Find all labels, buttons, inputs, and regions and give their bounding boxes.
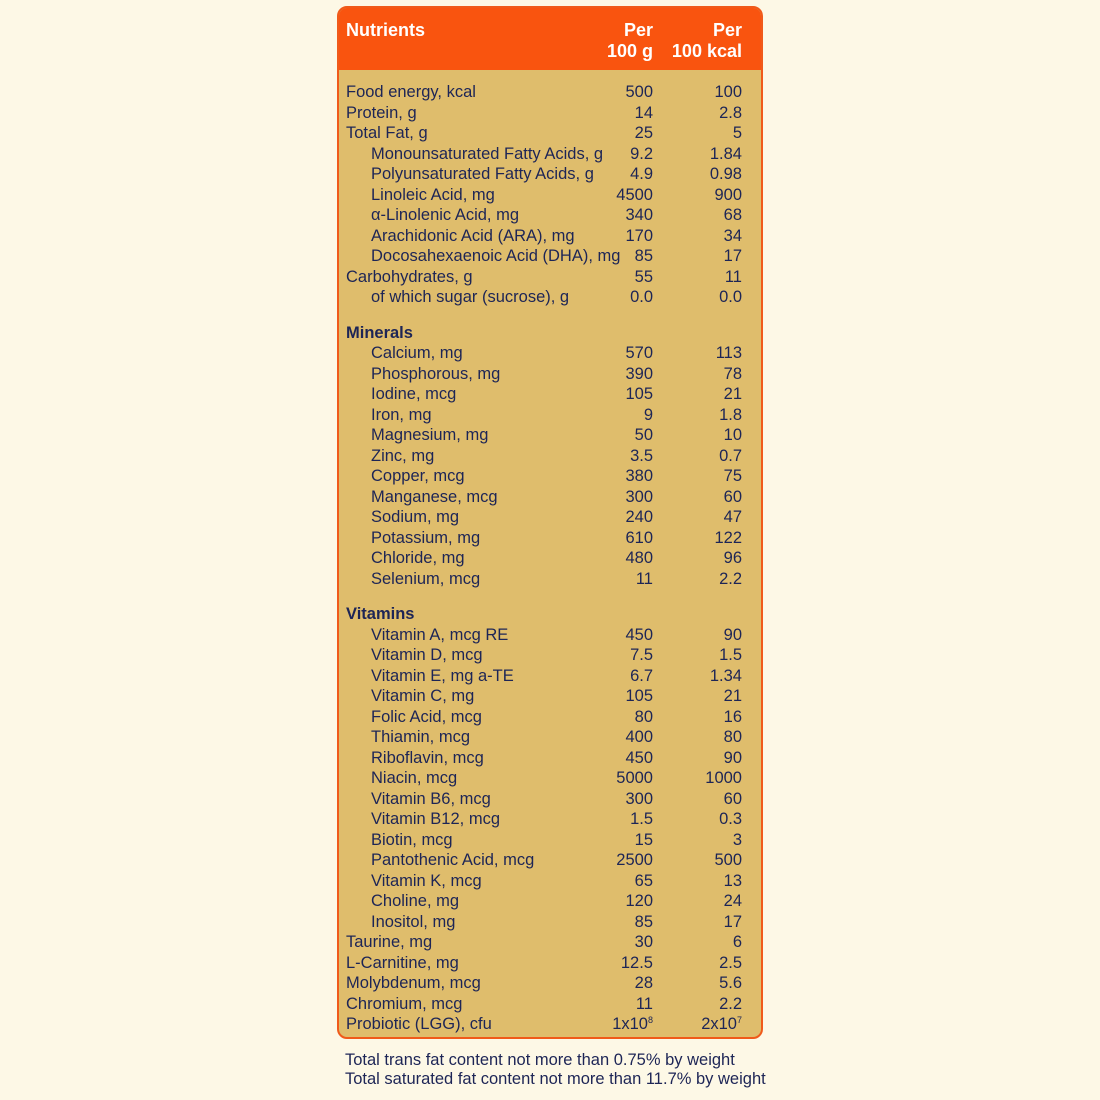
table-row: [339, 625, 761, 646]
table-row: [339, 830, 761, 851]
row-value-per-100g: 80: [634, 707, 653, 726]
row-label: Choline, mg: [371, 892, 460, 910]
row-label: Selenium, mcg: [371, 569, 481, 588]
row-label: Inositol, mg: [371, 912, 456, 931]
row-label: Vitamin D, mcg: [371, 646, 483, 664]
row-value-per-100kcal: 10: [723, 426, 742, 444]
row-value-per-100kcal: 60: [723, 789, 742, 808]
table-row: [339, 569, 761, 590]
row-value-per-100g: 105: [625, 385, 653, 403]
row-value-per-100g: 300: [625, 789, 653, 808]
row-value-per-100kcal: 1.8: [719, 405, 742, 424]
row-label: Probiotic (LGG), cfu: [346, 1015, 492, 1033]
row-label: Vitamin B6, mcg: [371, 789, 491, 808]
table-row: [339, 768, 761, 789]
table-row: [339, 466, 761, 487]
row-value-per-100kcal: 17: [723, 247, 742, 265]
row-label: α-Linolenic Acid, mg: [371, 206, 520, 224]
table-row: [339, 246, 761, 267]
row-value-per-100g: 450: [625, 625, 653, 644]
row-label: Chloride, mg: [371, 549, 465, 567]
row-value-per-100kcal: 60: [723, 487, 742, 506]
table-row: [339, 446, 761, 467]
row-value-per-100kcal: 500: [714, 851, 742, 869]
row-label: Magnesium, mg: [371, 426, 489, 444]
row-label: Vitamin C, mg: [371, 687, 475, 705]
row-value-per-100g: 610: [625, 528, 653, 547]
table-header: [339, 8, 761, 70]
row-value-per-100kcal: 21: [723, 385, 742, 403]
row-value-per-100g: 340: [625, 206, 653, 224]
row-label: Biotin, mcg: [371, 830, 453, 849]
row-label: Potassium, mg: [371, 528, 481, 547]
table-row: [339, 548, 761, 569]
row-value-per-100g: 11: [635, 994, 653, 1013]
table-body: [339, 82, 761, 1035]
table-row: [339, 425, 761, 446]
row-value-per-100g: 300: [625, 487, 653, 506]
row-value-per-100kcal: 1.34: [709, 666, 742, 685]
table-row: [339, 666, 761, 687]
header-nutrients: Nutrients: [346, 20, 426, 40]
row-label: Iodine, mcg: [371, 385, 457, 403]
row-label: Taurine, mg: [346, 933, 433, 951]
row-label: Thiamin, mcg: [371, 728, 471, 746]
table-row: [339, 953, 761, 974]
row-label: Monounsaturated Fatty Acids, g: [371, 144, 604, 163]
row-value-per-100kcal: 68: [723, 206, 742, 224]
row-value-per-100kcal: 34: [723, 226, 742, 245]
row-value-per-100kcal: 17: [723, 912, 742, 931]
table-row: [339, 287, 761, 308]
row-value-per-100g: 105: [625, 687, 653, 705]
row-label: Phosphorous, mg: [371, 364, 501, 383]
row-label: Vitamin B12, mcg: [371, 810, 501, 828]
table-row: [339, 487, 761, 508]
row-label: of which sugar (sucrose), g: [371, 288, 570, 306]
row-label: Folic Acid, mcg: [371, 707, 482, 726]
macronutrient-rows: [339, 82, 761, 308]
row-value-per-100g: 450: [625, 748, 653, 767]
row-value-per-100kcal: 6: [732, 933, 742, 951]
row-value-per-100kcal: 1.5: [719, 646, 742, 664]
row-value-per-100kcal: 2.5: [719, 953, 742, 972]
vitamin-rows: [339, 625, 761, 1015]
row-value-per-100kcal: 3: [732, 830, 742, 849]
row-value-per-100kcal: 0.98: [709, 165, 742, 183]
row-value-per-100g: 5000: [616, 769, 653, 787]
row-label: Calcium, mg: [371, 344, 463, 362]
footnote-saturated-fat: Total saturated fat content not more than 11.7% by weight: [345, 1070, 766, 1088]
table-row: [339, 384, 761, 405]
table-row: [339, 748, 761, 769]
table-row: [339, 871, 761, 892]
table-row: [339, 82, 761, 103]
row-label: Polyunsaturated Fatty Acids, g: [371, 165, 594, 183]
section-heading-minerals: Minerals: [346, 323, 413, 342]
row-value-per-100g: 170: [625, 226, 653, 245]
row-value-per-100g: 500: [625, 83, 653, 101]
row-value-per-100kcal: 96: [723, 549, 742, 567]
row-value-per-100g: 570: [625, 344, 653, 362]
row-value-per-100kcal: 24: [723, 892, 742, 910]
row-value-per-100g: 30: [634, 933, 653, 951]
row-value-per-100kcal: 100: [714, 83, 742, 101]
row-label: Molybdenum, mcg: [346, 974, 481, 992]
row-label: Iron, mg: [371, 405, 432, 424]
row-value-per-100g: 120: [625, 892, 653, 910]
table-row: [339, 164, 761, 185]
section-heading-vitamins: Vitamins: [346, 605, 415, 623]
row-value-per-100g: 4500: [616, 185, 653, 204]
row-value-per-100g: $1x10^8$: [612, 1015, 653, 1033]
footnotes: [345, 1051, 766, 1089]
table-row: [339, 686, 761, 707]
footnote-trans-fat: Total trans fat content not more than 0.75% by weight: [345, 1051, 735, 1069]
row-value-per-100g: 480: [625, 549, 653, 567]
table-row: [339, 727, 761, 748]
row-label: Copper, mcg: [371, 467, 465, 485]
row-value-per-100g: 14: [634, 103, 653, 122]
row-value-per-100kcal: 5.6: [719, 974, 742, 992]
row-value-per-100kcal: 75: [723, 467, 742, 485]
row-value-per-100kcal: 5: [732, 124, 742, 142]
row-label: Vitamin E, mg a-TE: [371, 666, 514, 685]
table-row: [339, 528, 761, 549]
row-value-per-100kcal: 900: [714, 185, 742, 204]
table-row: [339, 809, 761, 830]
table-row: [339, 850, 761, 871]
row-value-per-100kcal: 90: [723, 748, 742, 767]
row-value-per-100g: 240: [625, 508, 653, 526]
row-value-per-100kcal: 80: [723, 728, 742, 746]
row-value-per-100g: 9.2: [630, 144, 653, 163]
row-value-per-100kcal: $2x10^7$: [701, 1015, 742, 1033]
row-value-per-100kcal: 78: [723, 364, 742, 383]
table-row: [339, 707, 761, 728]
row-value-per-100g: 4.9: [630, 165, 653, 183]
row-value-per-100kcal: 13: [723, 871, 742, 890]
row-label: Docosahexaenoic Acid (DHA), mg: [371, 247, 621, 265]
row-value-per-100g: 2500: [616, 851, 653, 869]
row-value-per-100kcal: 21: [723, 687, 742, 705]
table-row: [339, 185, 761, 206]
row-value-per-100g: 380: [625, 467, 653, 485]
row-label: L-Carnitine, mg: [346, 953, 459, 972]
table-row: [339, 364, 761, 385]
row-value-per-100kcal: 0.3: [719, 810, 742, 828]
table-row: [339, 932, 761, 953]
row-value-per-100g: 65: [634, 871, 653, 890]
table-row: [339, 994, 761, 1015]
row-value-per-100kcal: 47: [723, 508, 742, 526]
row-value-per-100kcal: 1000: [705, 769, 742, 787]
row-label: Linoleic Acid, mg: [371, 185, 495, 204]
row-value-per-100g: 28: [634, 974, 653, 992]
row-label: Vitamin A, mcg RE: [371, 625, 509, 644]
table-row: [339, 645, 761, 666]
row-value-per-100kcal: 11: [724, 267, 742, 286]
row-label: Sodium, mg: [371, 508, 460, 526]
table-row: [339, 144, 761, 165]
row-value-per-100g: 7.5: [630, 646, 653, 664]
row-value-per-100g: 0.0: [630, 288, 653, 306]
row-value-per-100kcal: 122: [714, 528, 742, 547]
row-value-per-100g: 1.5: [630, 810, 653, 828]
row-value-per-100kcal: 2.2: [719, 994, 742, 1013]
table-row: [339, 123, 761, 144]
row-value-per-100g: 50: [634, 426, 653, 444]
row-value-per-100g: 390: [625, 364, 653, 383]
row-label: Riboflavin, mcg: [371, 748, 484, 767]
row-label: Manganese, mcg: [371, 487, 498, 506]
table-row-probiotic: [339, 1014, 761, 1035]
row-value-per-100g: 85: [634, 247, 653, 265]
row-value-per-100kcal: 113: [715, 344, 742, 362]
row-value-per-100g: 11: [635, 569, 653, 588]
table-row: [339, 507, 761, 528]
row-value-per-100kcal: 16: [723, 707, 742, 726]
header-per-100kcal: Per 100 kcal: [671, 20, 742, 61]
row-value-per-100g: 3.5: [630, 446, 653, 465]
row-label: Niacin, mcg: [371, 769, 458, 787]
row-label: Carbohydrates, g: [346, 267, 473, 286]
header-per-100g: Per 100 g: [606, 20, 653, 61]
table-row: [339, 789, 761, 810]
row-label: Food energy, kcal: [346, 83, 476, 101]
row-value-per-100g: 12.5: [620, 953, 653, 972]
table-row: [339, 103, 761, 124]
table-row: [339, 891, 761, 912]
row-value-per-100g: 85: [634, 912, 653, 931]
row-label: Vitamin K, mcg: [371, 871, 482, 890]
nutrition-table: [337, 6, 763, 1039]
row-label: Protein, g: [346, 103, 417, 122]
row-value-per-100kcal: 1.84: [709, 144, 742, 163]
table-row: [339, 267, 761, 288]
row-value-per-100g: 6.7: [630, 666, 653, 685]
table-row: [339, 205, 761, 226]
row-label: Total Fat, g: [346, 124, 428, 142]
row-value-per-100g: 25: [634, 124, 653, 142]
row-label: Chromium, mcg: [346, 994, 463, 1013]
table-row: [339, 343, 761, 364]
row-value-per-100g: 55: [634, 267, 653, 286]
table-row: [339, 912, 761, 933]
table-row: [339, 226, 761, 247]
mineral-rows: [339, 343, 761, 589]
row-value-per-100kcal: 2.8: [719, 103, 742, 122]
row-value-per-100kcal: 0.0: [719, 288, 742, 306]
row-value-per-100g: 15: [634, 830, 653, 849]
row-label: Zinc, mg: [371, 446, 435, 465]
row-label: Pantothenic Acid, mcg: [371, 851, 535, 869]
row-value-per-100g: 400: [625, 728, 653, 746]
row-value-per-100kcal: 2.2: [719, 569, 742, 588]
table-row: [339, 405, 761, 426]
table-row: [339, 973, 761, 994]
row-label: Arachidonic Acid (ARA), mg: [371, 226, 575, 245]
row-value-per-100g: 9: [643, 405, 653, 424]
row-value-per-100kcal: 0.7: [719, 446, 742, 465]
row-value-per-100kcal: 90: [723, 625, 742, 644]
